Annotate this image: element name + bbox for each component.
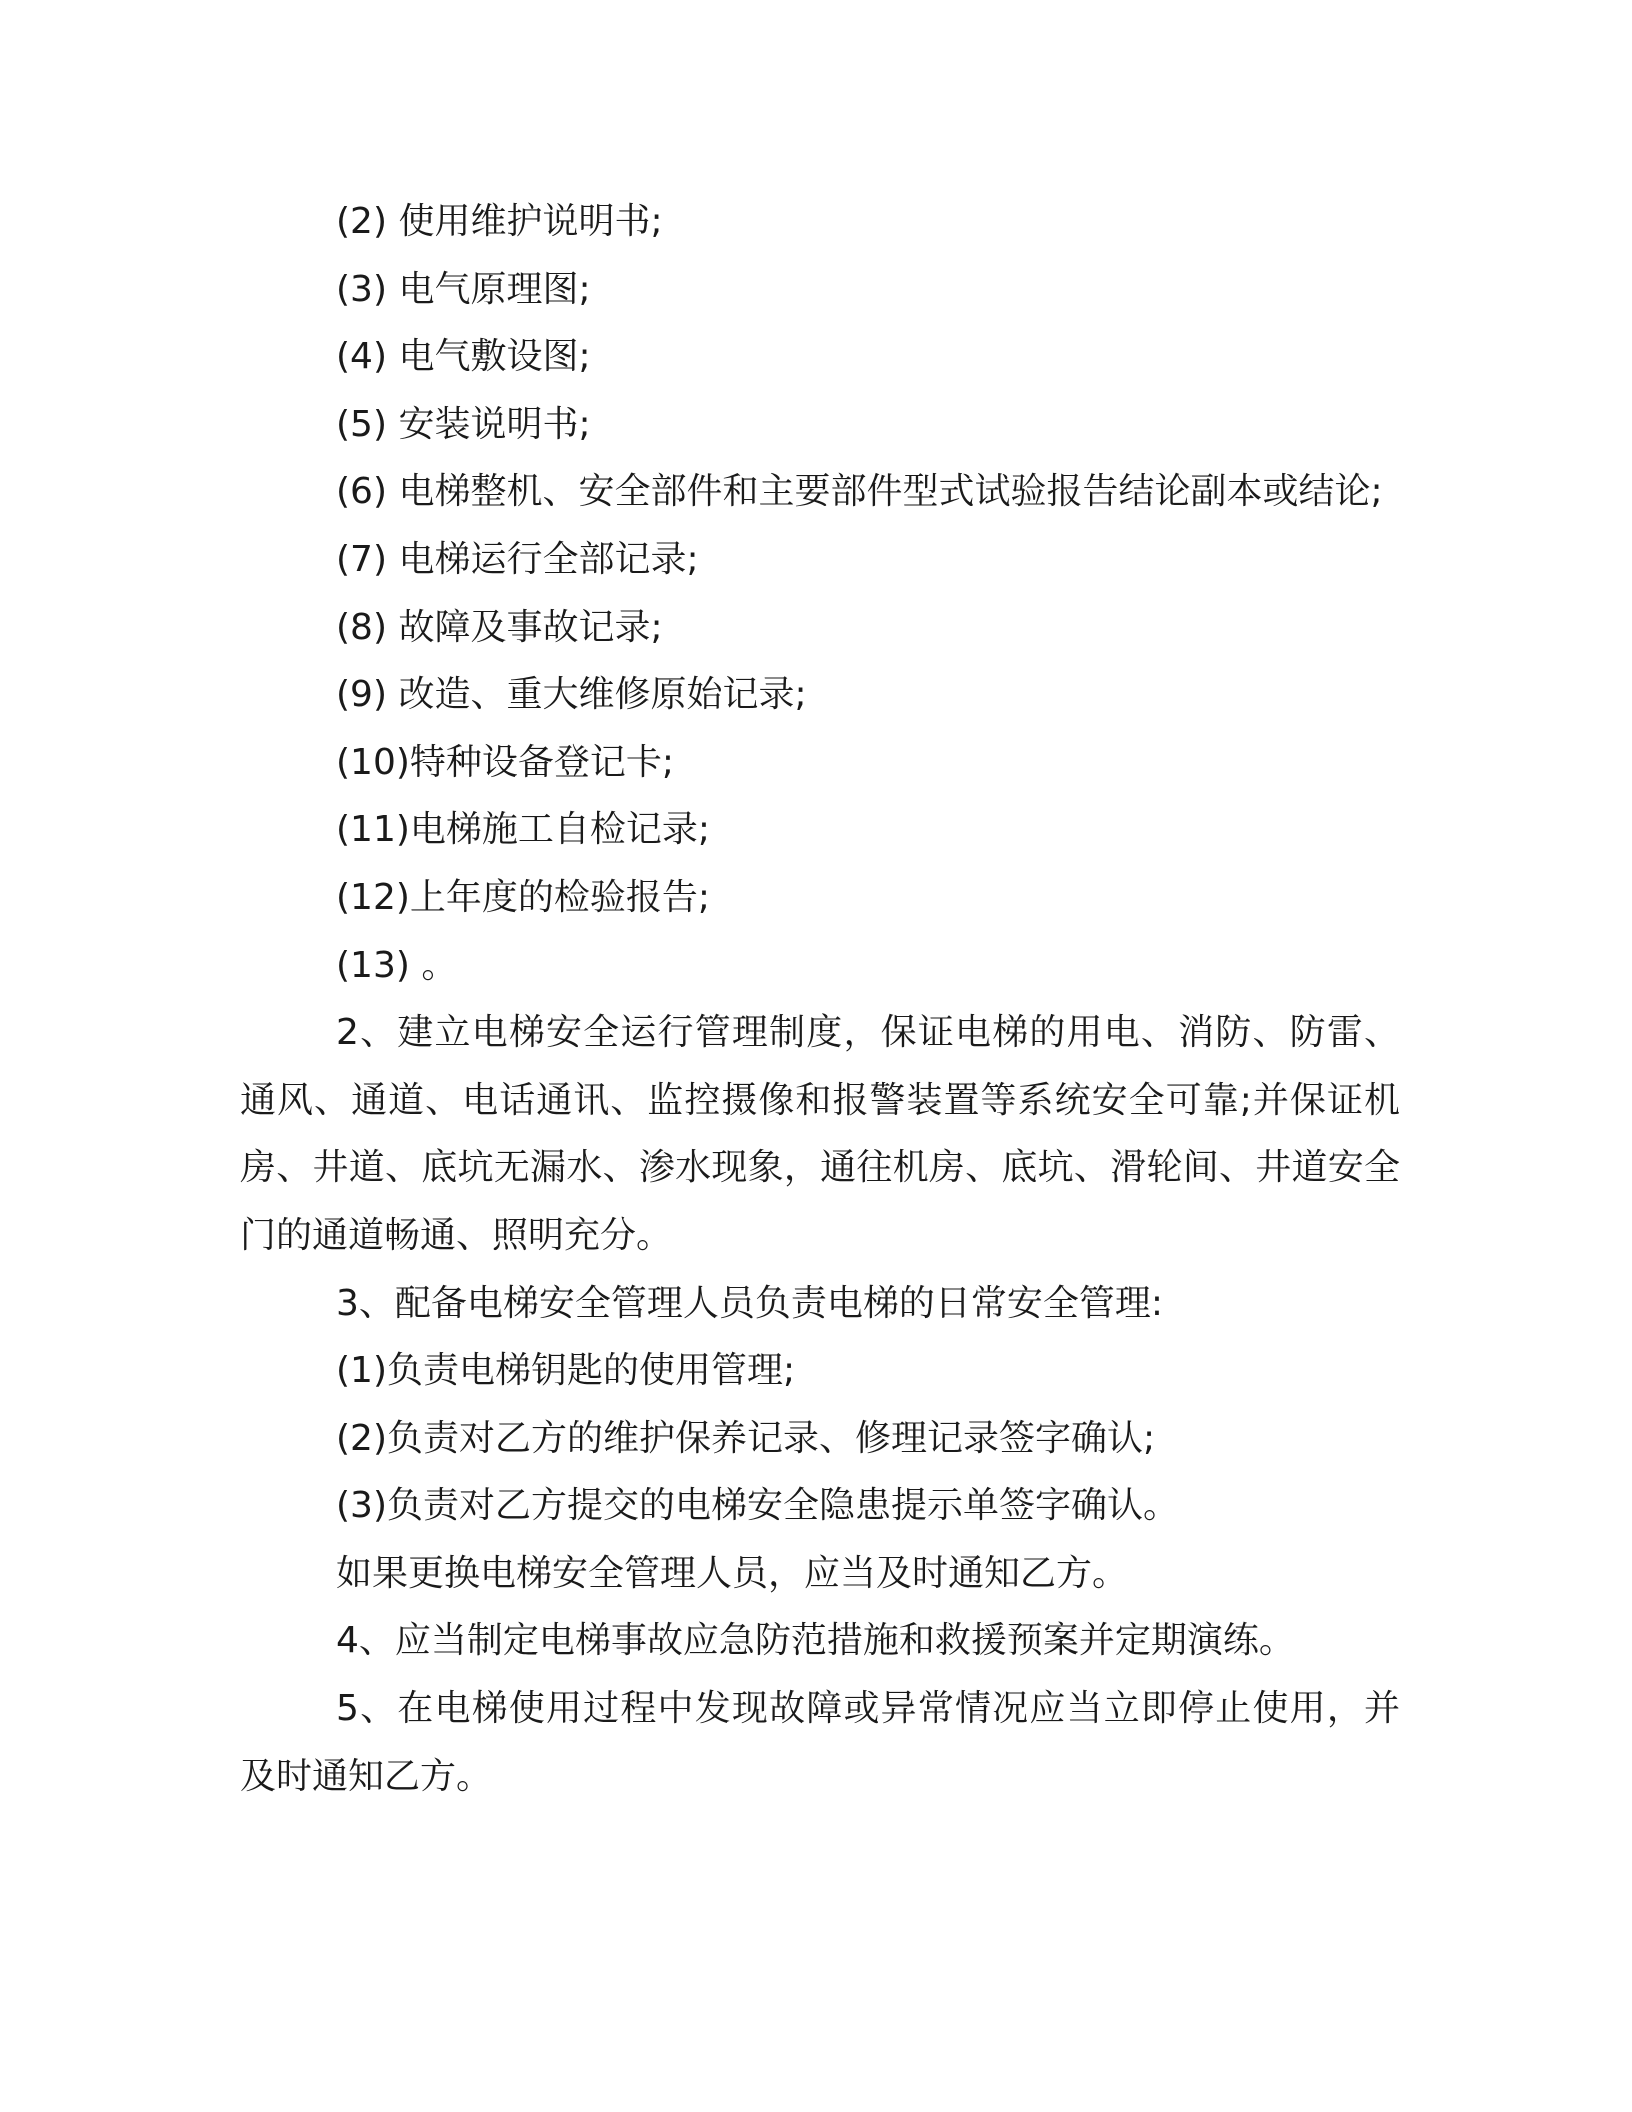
- document-body: [240, 188, 1400, 1810]
- list-item-3: (3) 电气原理图;: [336, 268, 591, 310]
- list-item-8: (8) 故障及事故记录;: [336, 606, 663, 648]
- list-item-10: (10)特种设备登记卡;: [336, 741, 675, 783]
- clause-3-item-2: (2)负责对乙方的维护保养记录、修理记录签字确认;: [336, 1417, 1156, 1459]
- list-item-2: (2) 使用维护说明书;: [336, 201, 663, 242]
- clause-2-paragraph: 2、建立电梯安全运行管理制度，保证电梯的用电、消防、防雷、通风、通道、电话通讯、监控摄像和报警装置等系统安全可靠;并保证机房、井道、底坑无漏水、渗水现象，通往机房、底坑、滑轮间、井道安全门的通道畅通、照明充分。: [240, 1012, 1400, 1256]
- list-item-11: (11)电梯施工自检记录;: [336, 809, 711, 851]
- list-item-9: (9) 改造、重大维修原始记录;: [336, 674, 807, 716]
- list-item-5: (5) 安装说明书;: [336, 403, 591, 445]
- list-item-6: (6) 电梯整机、安全部件和主要部件型式试验报告结论副本或结论;: [336, 471, 1383, 513]
- list-item-4: (4) 电气敷设图;: [336, 336, 591, 378]
- list-item-7: (7) 电梯运行全部记录;: [336, 538, 699, 580]
- clause-4-paragraph: 4、应当制定电梯事故应急防范措施和救援预案并定期演练。: [336, 1620, 1295, 1662]
- clause-5-paragraph: 5、在电梯使用过程中发现故障或异常情况应当立即停止使用，并及时通知乙方。: [240, 1688, 1400, 1797]
- clause-3-item-3: (3)负责对乙方提交的电梯安全隐患提示单签字确认。: [336, 1485, 1179, 1527]
- clause-3-item-1: (1)负责电梯钥匙的使用管理;: [336, 1350, 796, 1392]
- list-item-13: (13) 。: [336, 944, 458, 986]
- list-item-12: (12)上年度的检验报告;: [336, 876, 711, 918]
- clause-3-note: 如果更换电梯安全管理人员，应当及时通知乙方。: [336, 1552, 1129, 1594]
- clause-3-paragraph: 3、配备电梯安全管理人员负责电梯的日常安全管理:: [336, 1282, 1164, 1324]
